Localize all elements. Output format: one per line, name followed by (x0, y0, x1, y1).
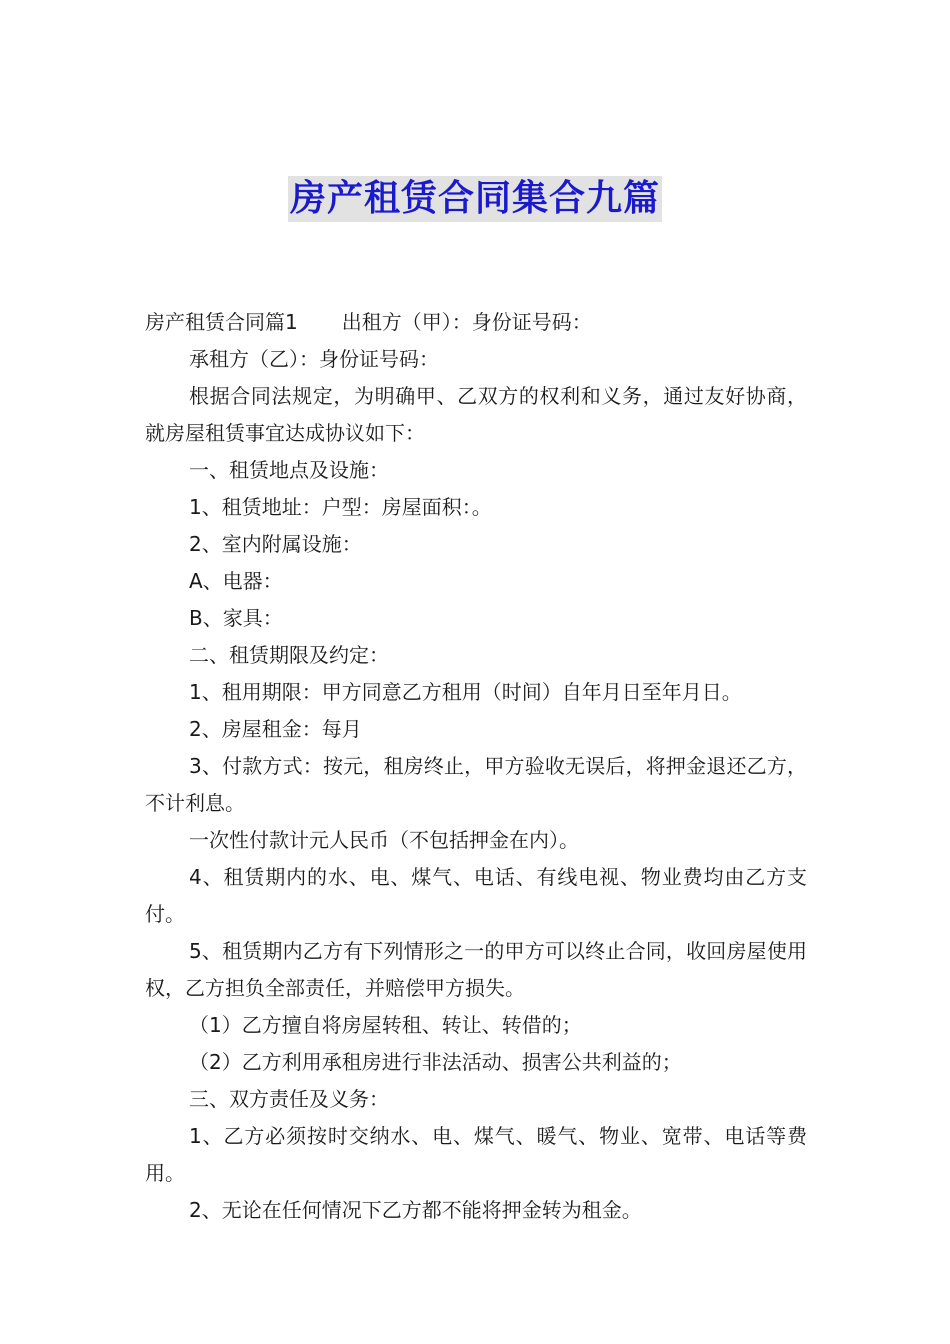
title-block (0, 176, 950, 222)
paragraph: 二、租赁期限及约定： (189, 643, 389, 667)
section-heading: 房产租赁合同篇1 (145, 310, 298, 334)
intro-line (145, 304, 807, 341)
paragraph: （2）乙方利用承租房进行非法活动、损害公共利益的； (189, 1050, 682, 1074)
paragraph: 2、房屋租金：每月 (189, 717, 362, 741)
document-body (145, 304, 807, 1229)
paragraph: 2、无论在任何情况下乙方都不能将押金转为租金。 (189, 1198, 642, 1222)
paragraph: 一、租赁地点及设施： (189, 458, 389, 482)
document-title: 房产租赁合同集合九篇 (288, 176, 662, 222)
paragraph: B、家具： (189, 606, 283, 630)
paragraph: A、电器： (189, 569, 283, 593)
paragraph: 4、租赁期内的水、电、煤气、电话、有线电视、物业费均由乙方支付。 (145, 865, 807, 926)
paragraph: （1）乙方擅自将房屋转租、转让、转借的； (189, 1013, 582, 1037)
lessor-line: 出租方（甲）：身份证号码： (341, 310, 592, 334)
paragraph: 1、租用期限：甲方同意乙方租用（时间）自年月日至年月日。 (189, 680, 742, 704)
paragraph: 2、室内附属设施： (189, 532, 362, 556)
paragraph: 根据合同法规定，为明确甲、乙双方的权利和义务，通过友好协商，就房屋租赁事宜达成协议如下： (145, 384, 807, 445)
paragraph: 3、付款方式：按元，租房终止，甲方验收无误后，将押金退还乙方，不计利息。 (145, 754, 807, 815)
paragraph: 1、租赁地址：户型：房屋面积：。 (189, 495, 492, 519)
paragraph: 5、租赁期内乙方有下列情形之一的甲方可以终止合同，收回房屋使用权，乙方担负全部责任，并赔偿甲方损失。 (145, 939, 807, 1000)
paragraph: 承租方（乙）：身份证号码： (189, 347, 439, 371)
paragraph: 一次性付款计元人民币（不包括押金在内）。 (189, 828, 579, 852)
paragraph: 三、双方责任及义务： (189, 1087, 389, 1111)
paragraph: 1、乙方必须按时交纳水、电、煤气、暖气、物业、宽带、电话等费用。 (145, 1124, 807, 1185)
